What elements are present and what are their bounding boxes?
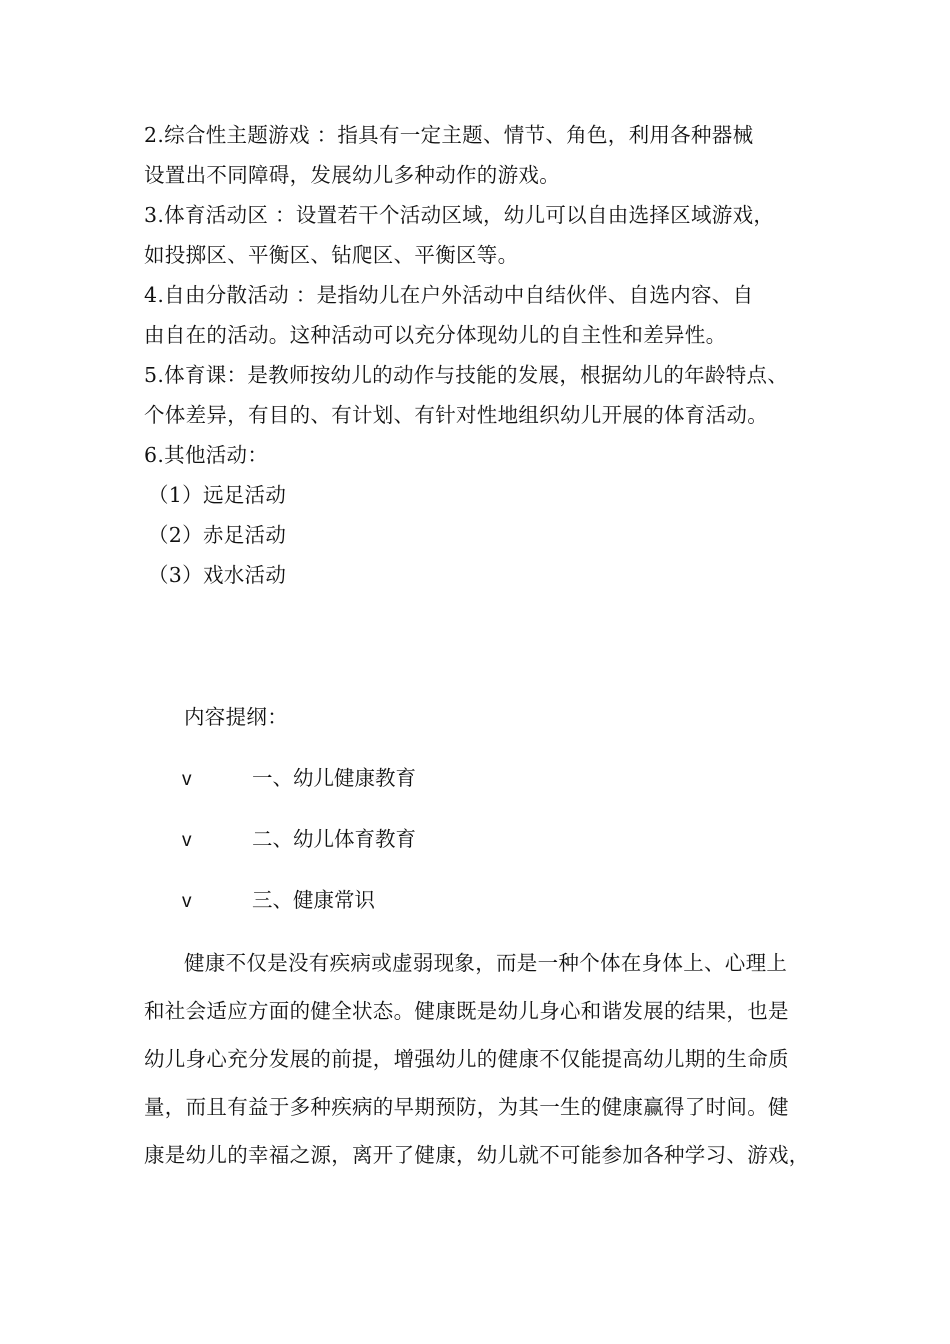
outline-item [182,887,375,915]
section-line: 2.综合性主题游戏 ：指具有一定主题、情节、角色，利用各种器械 [144,123,754,147]
paragraph-line: 健康不仅是没有疾病或虚弱现象，而是一种个体在身体上、心理上 [184,951,788,975]
section-line: 由自在的活动。这种活动可以充分体现幼儿的自主性和差异性。 [144,323,727,347]
outline-item [182,826,416,854]
section-line: 5.体育课：是教师按幼儿的动作与技能的发展，根据幼儿的年龄特点、 [144,363,789,387]
section-line: 4.自由分散活动 ：是指幼儿在户外活动中自结伙伴、自选内容、自 [144,283,754,307]
section-line: 6.其他活动： [144,443,269,467]
paragraph-line: 量，而且有益于多种疾病的早期预防，为其一生的健康赢得了时间。健 [144,1095,789,1119]
outline-bullet: v [182,891,192,912]
section-line: 3.体育活动区 ：设置若干个活动区域，幼儿可以自由选择区域游戏， [144,203,775,227]
section-line: 个体差异，有目的、有计划、有针对性地组织幼儿开展的体育活动。 [144,403,768,427]
section-line: 设置出不同障碍，发展幼儿多种动作的游戏。 [144,163,560,187]
outline-item-label: 二、幼儿体育教育 [252,827,416,851]
outline-bullet: v [182,769,192,790]
outline-item-label: 一、幼儿健康教育 [252,766,416,790]
sub-item-line: （3）戏水活动 [148,563,287,587]
outline-heading: 内容提纲： [184,705,288,729]
section-line: 如投掷区、平衡区、钻爬区、平衡区等。 [144,243,519,267]
sub-item-line: （2）赤足活动 [148,523,287,547]
paragraph-line: 和社会适应方面的健全状态。健康既是幼儿身心和谐发展的结果，也是 [144,999,789,1023]
outline-item-label: 三、健康常识 [252,888,375,912]
paragraph-line: 康是幼儿的幸福之源，离开了健康，幼儿就不可能参加各种学习、游戏， [144,1143,810,1167]
paragraph-line: 幼儿身心充分发展的前提，增强幼儿的健康不仅能提高幼儿期的生命质 [144,1047,789,1071]
outline-item [182,765,416,793]
outline-bullet: v [182,830,192,851]
sub-item-line: （1）远足活动 [148,483,287,507]
